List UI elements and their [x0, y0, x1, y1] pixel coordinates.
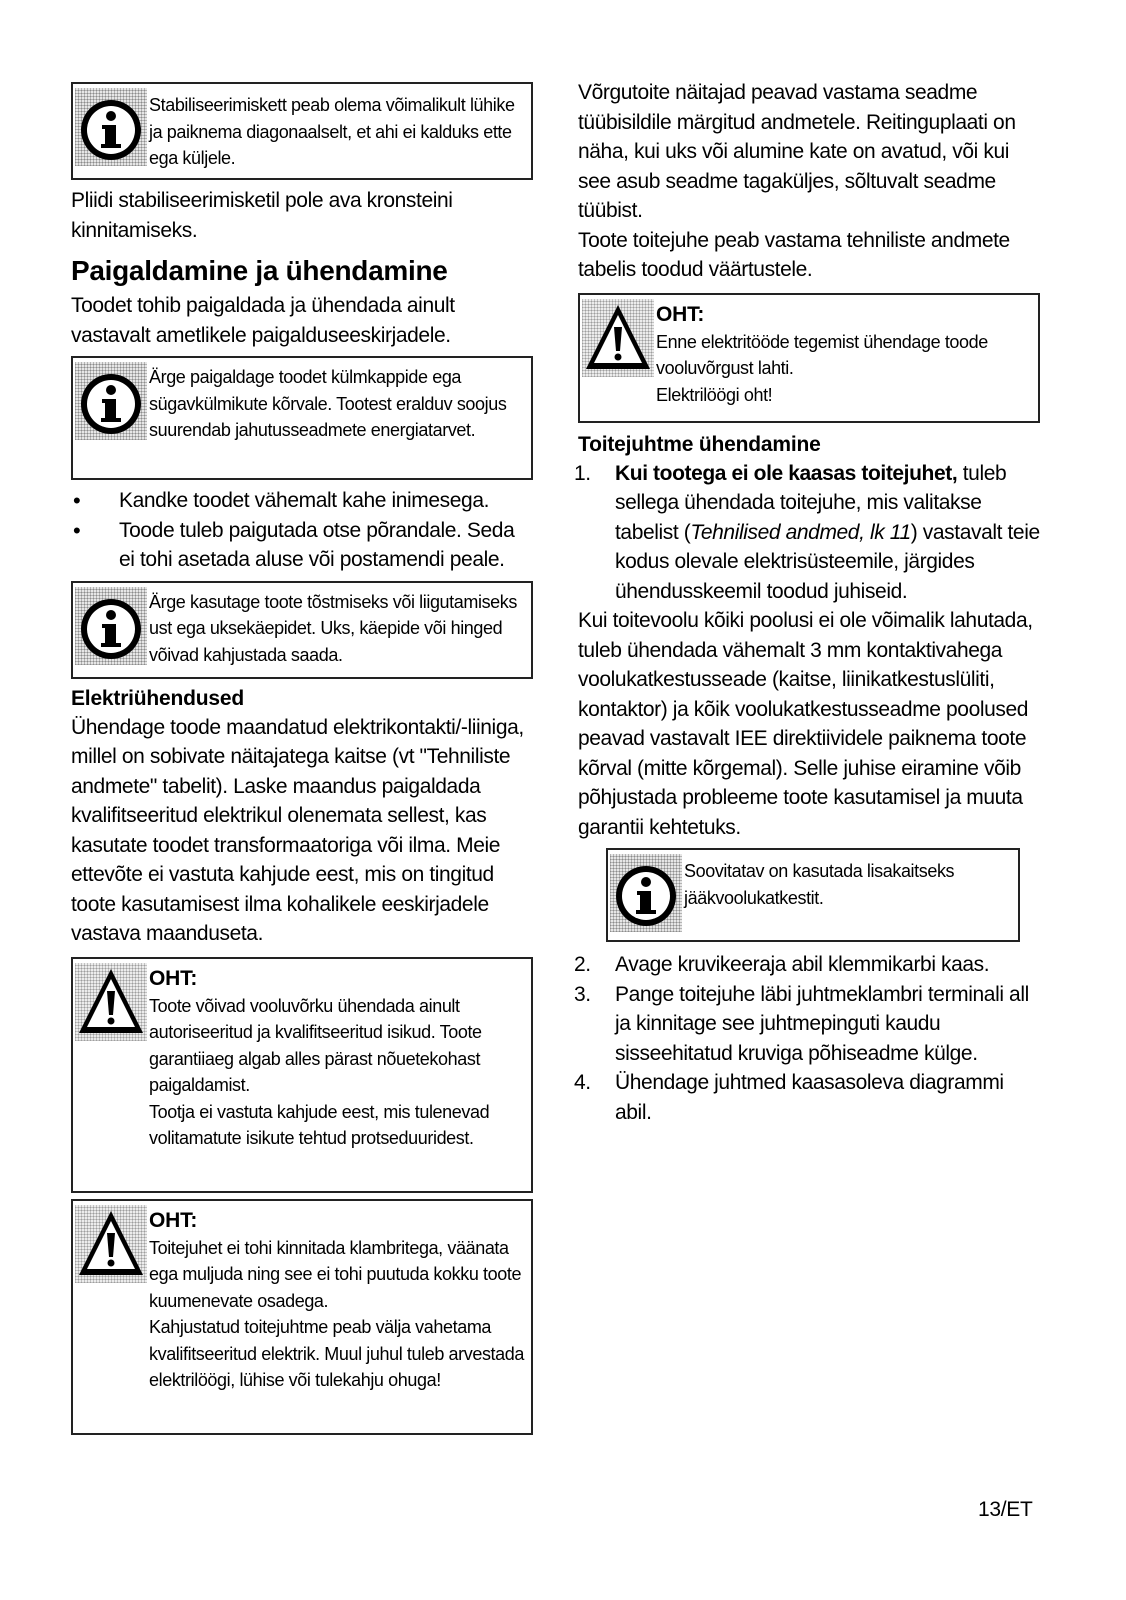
warning-text: Elektrilöögi oht!	[656, 384, 773, 405]
info-text: Stabiliseerimiskett peab olema võimalikult lühike ja paiknema diagonaalselt, et ahi ei kalduks ette ega küljele.	[149, 95, 515, 168]
warning-box-installation	[71, 957, 533, 1193]
paragraph: Pliidi stabiliseerimisketil pole ava kronsteini kinnitamiseks.	[71, 189, 453, 242]
step-number: 2.	[574, 953, 591, 976]
step-number: 4.	[574, 1071, 591, 1094]
warning-title: OHT:	[656, 302, 705, 326]
paragraph: Ühendage toode maandatud elektrikontakti/-liiniga, millel on sobivate näitajatega kaitse (vt "Tehniliste andmete" tabelit). Laske maandus paigaldada kvalifitseeritud elektrikul olenemata sellest, kas kasutate toodet transformaatoriga või ilma. Meie ettevõte ei vastuta kahjude eest, mis on tingitud toote kasutamisest ilma kohalikele eeskirjadele vastava maanduseta.	[71, 715, 524, 945]
steps-list	[574, 459, 1040, 607]
info-text: Ärge paigaldage toodet külmkappide ega sügavkülmikute kõrvale. Tootest eralduv soojus suurendab jahutusseadmete energiatarvet.	[149, 367, 507, 440]
warning-box-electrical	[578, 293, 1040, 423]
left-column	[71, 76, 533, 1441]
paragraph: Võrgutoite näitajad peavad vastama seadme tüübisildile märgitud andmetele. Reitinguplaati on näha, kui uks või alumine kate on avatud, või kui see asub seadme tagaküljes, sõltuvalt seadme tüübist.	[578, 81, 1016, 222]
subsection-heading: Toitejuhtme ühendamine	[578, 432, 821, 456]
warning-text: Enne elektritööde tegemist ühendage toode vooluvõrgust lahti.	[656, 331, 988, 378]
list-item: • Toode tuleb paigutada otse põrandale. Seda ei tohi asetada aluse või postamendi peale.	[71, 516, 533, 575]
info-text: Ärge kasutage toote tõstmiseks või liigutamiseks ust ega uksekäepidet. Uks, käepide või hinged võivad kahjustada saada.	[149, 591, 517, 665]
paragraph: Toote toitejuhe peab vastama tehniliste andmete tabelis toodud väärtustele.	[578, 228, 1010, 281]
warning-icon	[75, 1205, 147, 1287]
info-box-rcd	[606, 848, 1020, 942]
right-column	[574, 78, 1040, 1127]
info-icon	[75, 362, 147, 444]
warning-box-cable	[71, 1199, 533, 1435]
step-number: 1.	[574, 461, 591, 485]
warning-title: OHT:	[149, 966, 198, 990]
paragraph: Kui toitevoolu kõiki poolusi ei ole võimalik lahutada, tuleb ühendada vähemalt 3 mm kontaktivahega voolukatkestusseade (kaitse, liinikatkestuslüliti, kontaktor) ja kõik voolukatkestusseadme poolused peavad vastavalt IEE direktiividele paiknema toote kõrval (mitte kõrgemal). Selle juhise eiramine võib põhjustada probleeme toote kasutamisel ja muuta garantii kehtetuks.	[578, 609, 1033, 839]
info-icon	[75, 88, 147, 170]
step-text: tuleb sellega ühendada toitejuhe, mis valitakse tabelist (	[615, 461, 1007, 544]
list-item	[574, 459, 1040, 607]
paragraph: Toodet tohib paigaldada ja ühendada ainult vastavalt ametlikele paigalduseeskirjadele.	[71, 294, 455, 347]
subsection-heading: Elektriühendused	[71, 686, 245, 710]
step-reference: Tehnilised andmed, lk 11	[690, 520, 911, 544]
list-item	[574, 1068, 1040, 1127]
step-text: Ühendage juhtmed kaasasoleva diagrammi abil.	[615, 1071, 1004, 1124]
info-box-stabilization	[71, 82, 533, 180]
warning-icon	[75, 963, 147, 1045]
warning-text: Toitejuhet ei tohi kinnitada klambritega, väänata ega muljuda ning see ei tohi puutuda kokku toote kuumenevate osadega.	[149, 1237, 522, 1311]
warning-text: Toote võivad vooluvõrku ühendada ainult autoriseeritud ja kvalifitseeritud isikud. Toote garantiiaeg algab alles pärast nõuetekohast paigaldamist.	[149, 995, 482, 1095]
list-item	[574, 980, 1040, 1069]
list-item: • Kandke toodet vähemalt kahe inimesega.	[71, 486, 533, 516]
info-box-refrigerators	[71, 356, 533, 480]
info-icon	[610, 854, 682, 936]
info-icon	[75, 587, 147, 669]
steps-list	[574, 950, 1040, 1127]
step-number: 3.	[574, 982, 591, 1006]
step-bold-text: Kui tootega ei ole kaasas toitejuhet,	[615, 461, 958, 485]
bullet-list	[71, 486, 533, 575]
warning-text: Kahjustatud toitejuhtme peab välja vahetama kvalifitseeritud elektrik. Muul juhul tuleb arvestada elektrilöögi, lühise või tulekahju ohuga!	[149, 1317, 524, 1390]
info-text: Soovitatav on kasutada lisakaitseks jääkvoolukatkestit.	[684, 861, 955, 908]
step-text: Pange toitejuhe läbi juhtmeklambri terminali all ja kinnitage see juhtmepinguti kaudu sisseehitatud kruviga põhiseadme külge.	[615, 982, 1029, 1065]
step-text: ) vastavalt teie kodus olevale elektrisüsteemile, järgides ühendusskeemil toodud juhiseid.	[615, 520, 1040, 603]
warning-text: Tootja ei vastuta kahjude eest, mis tulenevad volitamatute isikute tehtud protseduuridest.	[149, 1101, 490, 1148]
step-text: Avage kruvikeeraja abil klemmikarbi kaas.	[615, 953, 990, 976]
warning-icon	[582, 299, 654, 381]
info-box-lifting	[71, 581, 533, 679]
list-item	[574, 950, 1040, 980]
page-number: 13/ET	[978, 1498, 1033, 1521]
warning-title: OHT:	[149, 1208, 198, 1232]
section-heading: Paigaldamine ja ühendamine	[71, 255, 448, 286]
